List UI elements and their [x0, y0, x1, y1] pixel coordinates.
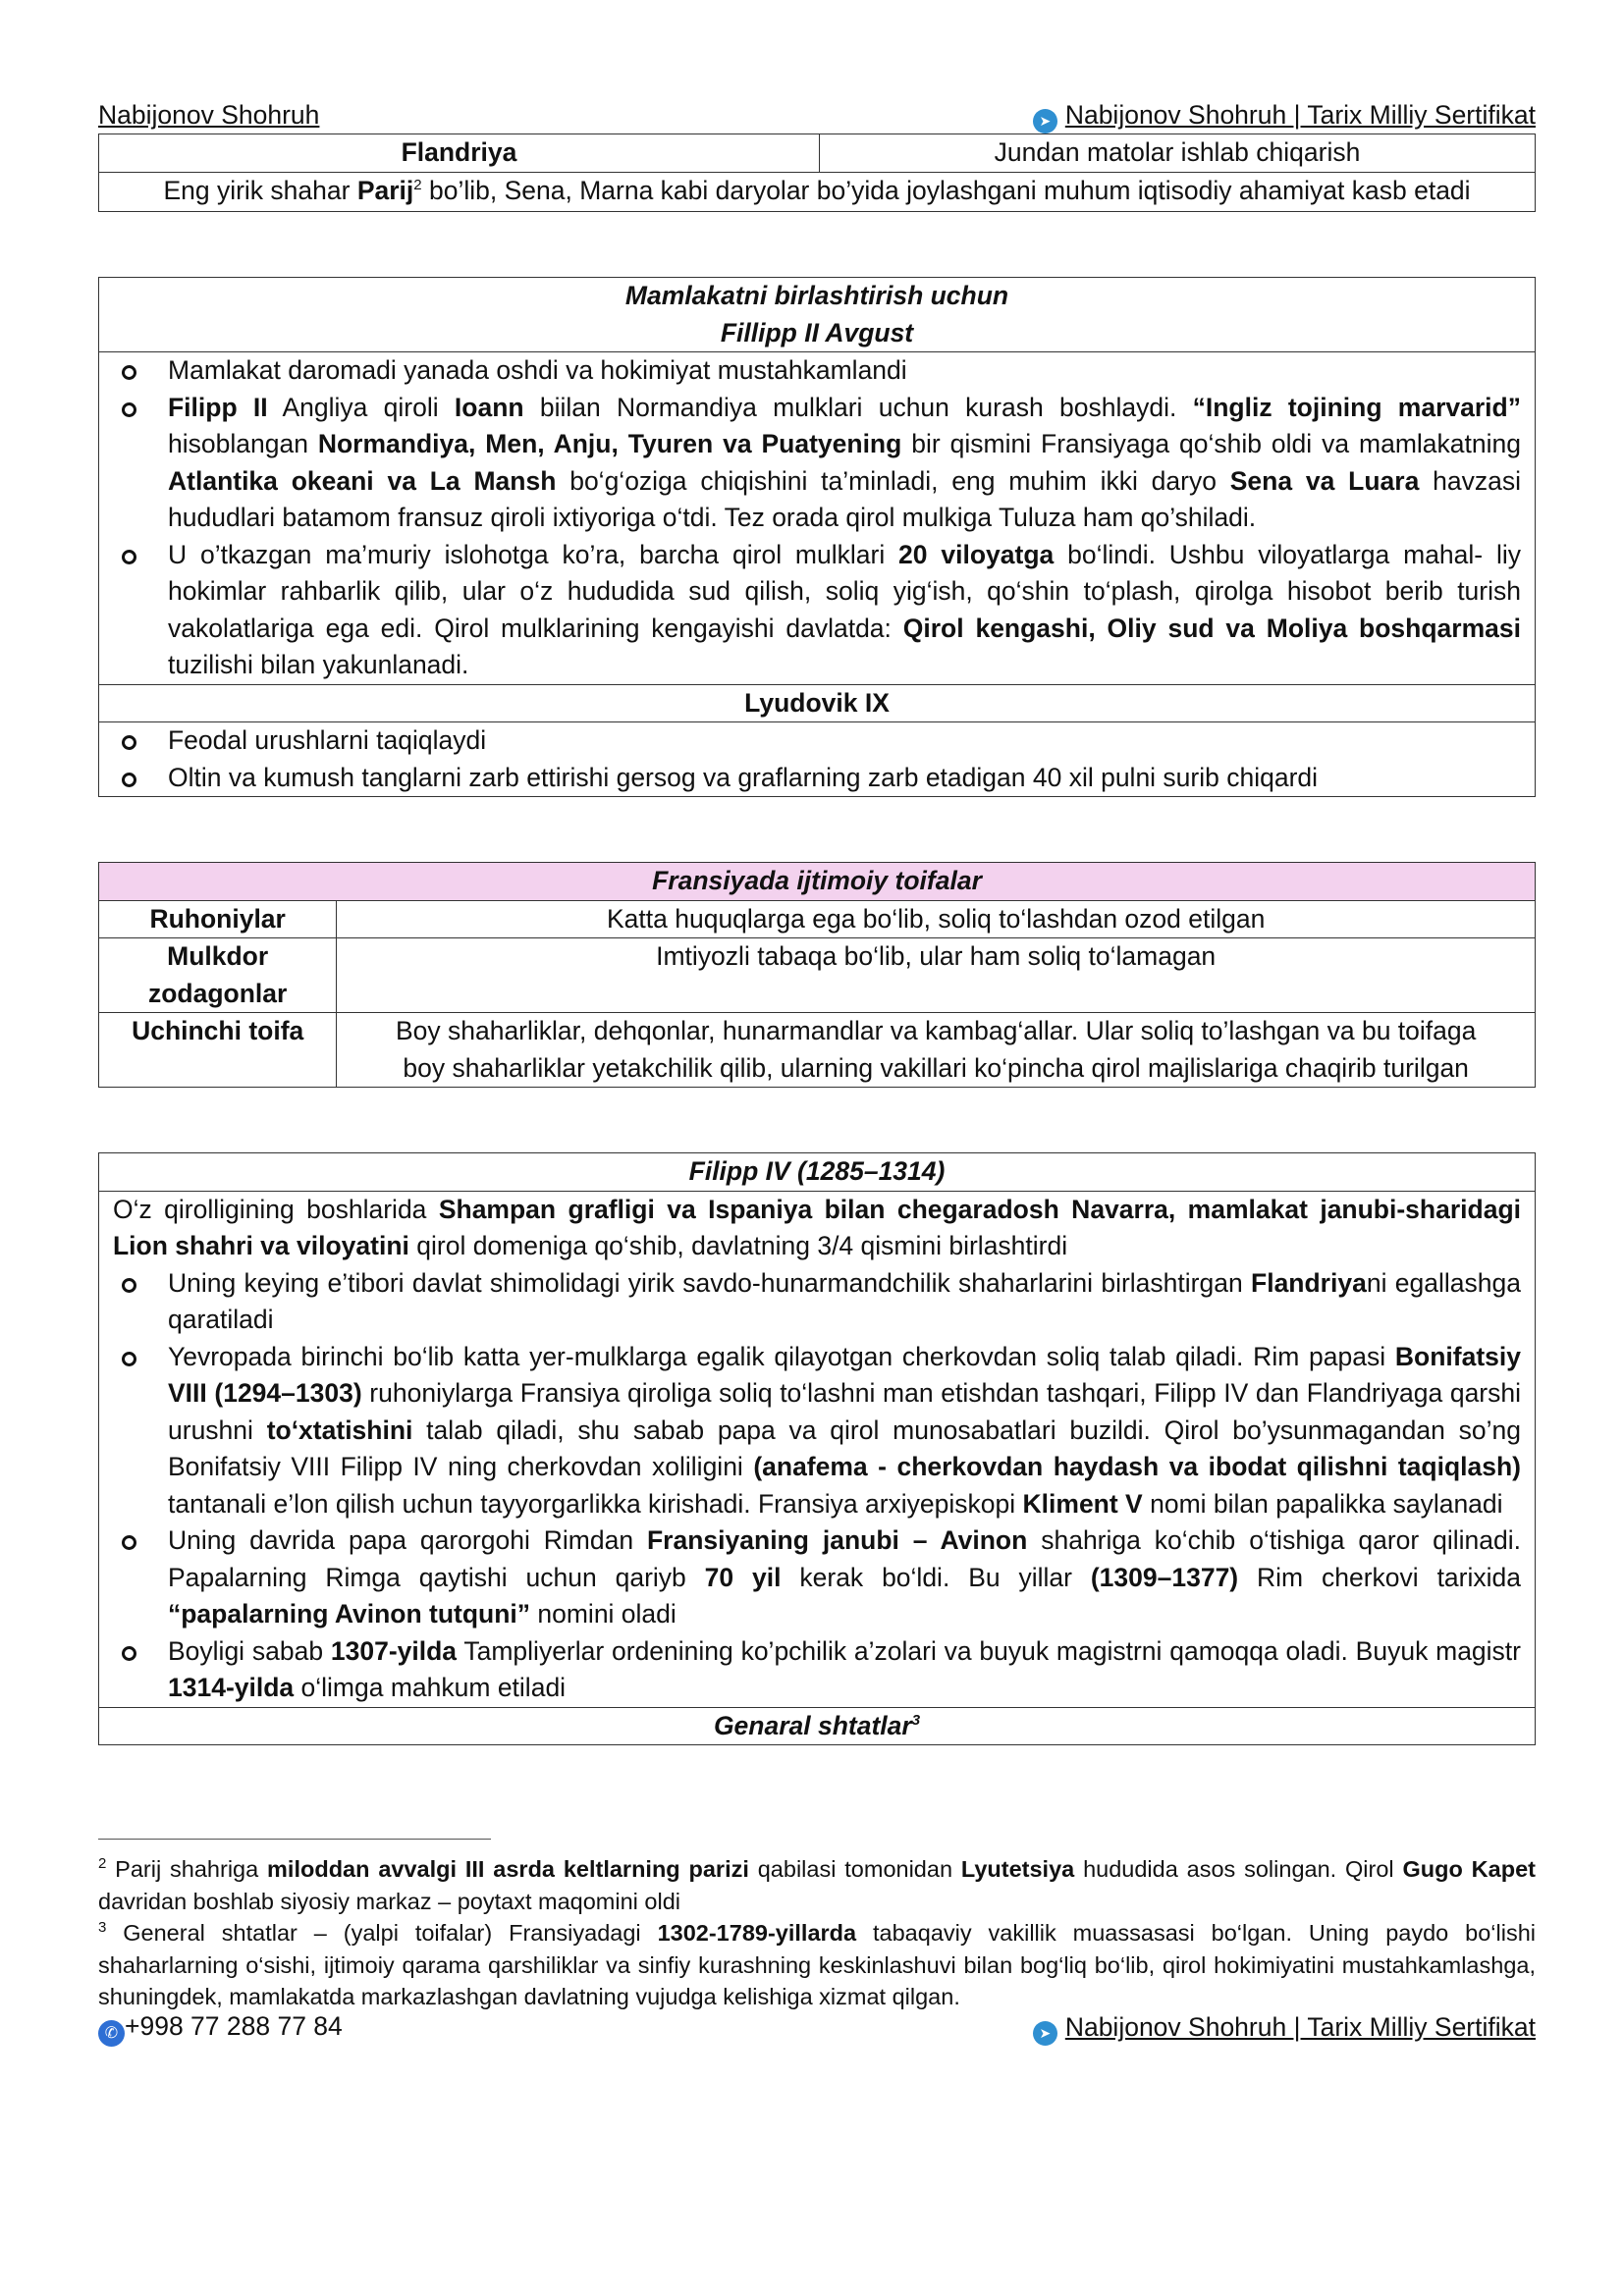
- section-title-unification: Mamlakatni birlashtirish uchun Fillipp II Avgust: [99, 278, 1536, 352]
- list-item: U o’tkazgan ma’muriy islohotga ko’ra, barcha qirol mulklari 20 viloyatga bo‘lindi. Ushbu viloyatlarga mahal- liy hokimlar rahbarlik qilib, ular o‘z hududida sud qilish, soliq yig‘ish, qo‘shin to‘plash, qirolga hisobot berib turish vakolatlariga ega edi. Qirol mulklarining kengayishi davlatda: Qirol kengashi, Oliy sud va Moliya boshqarmasi tuzilishi bilan yakunlanadi.: [117, 537, 1521, 684]
- section-title-filipp-iv: Filipp IV (1285–1314): [99, 1153, 1536, 1192]
- list-item: Yevropada birinchi bo‘lib katta yer-mulklarga egalik qilayotgan cherkovdan soliq talab qiladi. Rim papasi Bonifatsiy VIII (1294–1303) ruhoniylarga Fransiya qiroliga soliq to‘lashni man etishdan tashqari, Filipp IV dan Flandriyaga qarshi urushni to‘xtatishini talab qiladi, shu sabab papa va qirol munosabatlari buzildi. Qirol bo’ysunmagandan so’ng Bonifatsiy VIII Filipp IV ning cherkovdan xoliligini (anafema - cherkovdan haydash va ibodat qilishni taqiqlash) tantanali e’lon qilish uchun tayyorgarlikka kirishadi. Fransiya arxiyepiskopi Kliment V nomi bilan papalikka saylanadi: [117, 1339, 1521, 1523]
- footer-channel-text: Nabijonov Shohruh | Tarix Milliy Sertifikat: [1064, 2012, 1536, 2042]
- footer-phone[interactable]: [98, 2008, 343, 2047]
- table-row: [99, 1013, 1536, 1088]
- footnote-3: $^3$ General shtatlar – (yalpi toifalar) Fransiyadagi 1302-1789-yillarda tabaqaviy vakillik muassasasi bo‘lgan. Uning paydo bo‘lishi shaharlarning o‘sishi, ijtimoiy qarama qarshiliklar va sinfiy kurashning keskinlashuvi bilan bog‘liq bo‘lib, qirol hokimiyatini mustahkamlashga, shuningdek, mamlakatda markazlashgan davlatning vujudga kelishiga xizmat qilgan.: [98, 1919, 1536, 2009]
- list-item: Mamlakat daromadi yanada oshdi va hokimiyat mustahkamlandi: [117, 352, 1521, 390]
- table-social-estates: [98, 862, 1536, 1088]
- filipp-iv-list: [117, 1265, 1521, 1707]
- footnote-2: $^2$ Parij shahriga miloddan avvalgi III asrda keltlarning parizi qabilasi tomonidan Lyutetsiya hududida asos solingan. Qirol Gugo Kapet davridan boshlab siyosiy markaz – poytaxt maqomini oldi: [98, 1855, 1536, 1914]
- phone-icon: ✆: [98, 2020, 125, 2047]
- list-item: Uning keying e’tibori davlat shimolidagi yirik savdo-hunarmandchilik shaharlarini birlashtirgan Flandriyani egallashga qaratiladi: [117, 1265, 1521, 1339]
- table-row: [99, 900, 1536, 938]
- telegram-icon: ➤: [1033, 2021, 1057, 2046]
- header-channel-text: Nabijonov Shohruh | Tarix Milliy Sertifikat: [1064, 99, 1536, 130]
- list-item: Filipp II Angliya qiroli Ioann biilan Normandiya mulklari uchun kurash boshlaydi. “Ingliz tojining marvarid” hisoblangan Normandiya, Men, Anju, Tyuren va Puatyening bir qismini Fransiyaga qo‘shib oldi va mamlakatning Atlantika okeani va La Mansh bo‘g‘oziga chiqishini ta’minladi, eng muhim ikki daryo Sena va Luara havzasi hududlari batamom fransuz qiroli ixtiyoriga o‘tdi. Tez orada qirol mulkiga Tuluza ham qo’shiladi.: [117, 390, 1521, 537]
- cell-flandriya-desc: Jundan matolar ishlab chiqarish: [820, 134, 1536, 173]
- filipp-iv-content: [99, 1191, 1536, 1707]
- subheading-general-estates: Genaral shtatlar$^3$: [99, 1707, 1536, 1745]
- lyudovik-list: [117, 722, 1521, 796]
- header-author: Nabijonov Shohruh: [98, 99, 320, 130]
- estate-label: Uchinchi toifa: [99, 1013, 337, 1088]
- page-header: [98, 96, 1536, 133]
- estate-label: Ruhoniylar: [99, 900, 337, 938]
- page-footer: [98, 2010, 1536, 2047]
- header-channel-link[interactable]: [1033, 97, 1536, 134]
- table-filipp-iv: [98, 1152, 1536, 1745]
- paris-paragraph: Eng yirik shahar Parij$^2$ bo’lib, Sena, Marna kabi daryolar bo’yida joylashgani muhum iqtisodiy ahamiyat kasb etadi: [99, 172, 1536, 212]
- cell-flandriya: Flandriya: [99, 134, 820, 173]
- estate-label: Mulkdor zodagonlar: [99, 938, 337, 1013]
- filipp-iv-intro: O‘z qirolligining boshlarida Shampan grafligi va Ispaniya bilan chegaradosh Navarra, mamlakat janubi-sharidagi Lion shahri va viloyatini qirol domeniga qo‘shib, davlatning 3/4 qismini birlashtirdi: [113, 1194, 1521, 1260]
- telegram-icon: ➤: [1033, 109, 1057, 133]
- table-unification: [98, 277, 1536, 797]
- estate-desc: Boy shaharliklar, dehqonlar, hunarmandlar va kambag‘allar. Ular soliq to’lashgan va bu toifaga boy shaharliklar yetakchilik qilib, ularning vakillari ko‘pincha qirol majlislariga chaqirib turilgan: [337, 1013, 1536, 1088]
- table-flandriya: [98, 133, 1536, 212]
- list-item: Boyligi sabab 1307-yilda Tampliyerlar ordenining ko’pchilik a’zolari va buyuk magistrni qamoqqa oladi. Buyuk magistr 1314-yilda o‘limga mahkum etiladi: [117, 1633, 1521, 1707]
- section-title-estates: Fransiyada ijtimoiy toifalar: [99, 863, 1536, 901]
- list-item: Oltin va kumush tanglarni zarb ettirishi gersog va graflarning zarb etadigan 40 xil pulni surib chiqardi: [117, 760, 1521, 797]
- footer-phone-number: +998 77 288 77 84: [125, 2010, 343, 2041]
- list-item: Uning davrida papa qarorgohi Rimdan Fransiyaning janubi – Avinon shahriga ko‘chib o‘tishiga qaror qilinadi. Papalarning Rimga qaytishi uchun qariyb 70 yil kerak bo‘ldi. Bu yillar (1309–1377) Rim cherkovi tarixida “papalarning Avinon tutquni” nomini oladi: [117, 1522, 1521, 1633]
- lyudovik-list-cell: [99, 722, 1536, 797]
- estate-desc: Imtiyozli tabaqa bo‘lib, ular ham soliq to‘lamagan: [337, 938, 1536, 1013]
- table-row: [99, 938, 1536, 1013]
- subheading-lyudovik: Lyudovik IX: [99, 684, 1536, 722]
- unification-list: [117, 352, 1521, 684]
- unification-list-cell: [99, 352, 1536, 685]
- estate-desc: Katta huquqlarga ega bo‘lib, soliq to‘lashdan ozod etilgan: [337, 900, 1536, 938]
- footer-channel-link[interactable]: [1033, 2009, 1536, 2047]
- list-item: Feodal urushlarni taqiqlaydi: [117, 722, 1521, 760]
